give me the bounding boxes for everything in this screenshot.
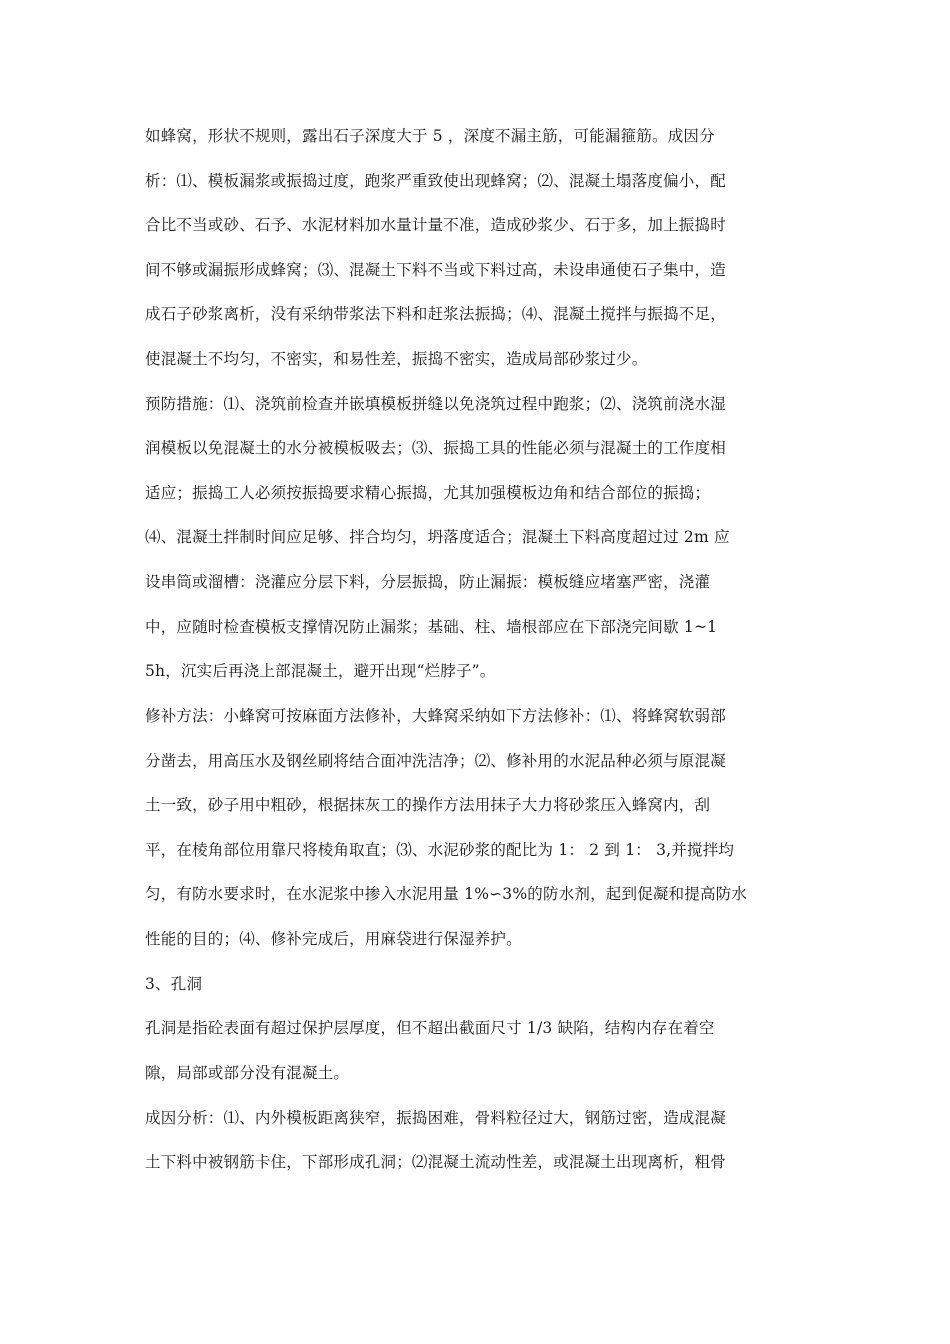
text-line: 合比不当或砂、石予、水泥材料加水量计量不准，造成砂浆少、石于多，加上振捣时: [145, 216, 726, 234]
text-line: 隙，局部或部分没有混凝土。: [145, 1064, 350, 1082]
text-line: 5h，沉实后再浇上部混凝土，避开出现“烂脖子”。: [145, 662, 496, 680]
text-line: ⑷、混凝土拌制时间应足够、拌合均匀，坍落度适合；混凝土下料高度超过过 2m 应: [145, 528, 730, 546]
text-line: 土一致，砂子用中粗砂，根据抹灰工的操作方法用抹子大力将砂浆压入蜂窝内，刮: [145, 796, 711, 814]
text-line: 间不够或漏振形成蜂窝；⑶、混凝土下料不当或下料过高，未设串通使石子集中，造: [145, 261, 726, 279]
text-line: 土下料中被钢筋卡住，下部形成孔洞；⑵混凝土流动性差，或混凝土出现离析，粗骨: [145, 1153, 726, 1171]
text-line: 析：⑴、模板漏浆或振捣过度，跑浆严重致使出现蜂窝；⑵、混凝土塌落度偏小，配: [145, 172, 726, 190]
text-line: 适应；振捣工人必须按振捣要求精心振捣，尤其加强模板边角和结合部位的振捣；: [145, 484, 711, 502]
text-line: 匀，有防水要求时，在水泥浆中掺入水泥用量 1%∽3%的防水剂，起到促凝和提高防水: [145, 885, 748, 903]
text-line: 如蜂窝，形状不规则，露出石子深度大于 5 ，深度不漏主筋，可能漏箍筋。成因分: [145, 127, 715, 145]
text-line: 分凿去，用高压水及钢丝刷将结合面冲洗洁净；⑵、修补用的水泥品种必须与原混凝: [145, 752, 726, 770]
text-line: 预防措施：⑴、浇筑前检查并嵌填模板拼缝以免浇筑过程中跑浆；⑵、浇筑前浇水湿: [145, 395, 726, 413]
text-line: 使混凝土不均匀，不密实，和易性差，振捣不密实，造成局部砂浆过少。: [145, 350, 648, 368]
text-line: 成石子砂浆离析，没有采纳带浆法下料和赶浆法振捣；⑷、混凝土搅拌与振捣不足，: [145, 305, 726, 323]
text-line: 成因分析：⑴、内外模板距离狭窄，振捣困难，骨料粒径过大，钢筋过密，造成混凝: [145, 1109, 726, 1127]
text-line: 中，应随时检查模板支撑情况防止漏浆；基础、柱、墙根部应在下部浇完间歇 1~1: [145, 618, 718, 636]
text-line: 孔洞是指砼表面有超过保护层厚度，但不超出截面尺寸 1/3 缺陷，结构内存在着空: [145, 1019, 715, 1037]
text-line: 性能的目的；⑷、修补完成后，用麻袋进行保湿养护。: [145, 930, 522, 948]
text-line: 设串筒或溜槽：浇灌应分层下料，分层振捣，防止漏振：模板缝应堵塞严密，浇灌: [145, 573, 711, 591]
text-line: 润模板以免混凝土的水分被模板吸去；⑶、振捣工具的性能必须与混凝土的工作度相: [145, 439, 726, 457]
text-line: 平，在棱角部位用靠尺将棱角取直；⑶、水泥砂浆的配比为 1： 2 到 1： 3,并搅拌均: [145, 841, 735, 859]
section-heading: 3、孔洞: [145, 975, 203, 993]
text-line: 修补方法：小蜂窝可按麻面方法修补，大蜂窝采纳如下方法修补：⑴、将蜂窝软弱部: [145, 707, 726, 725]
